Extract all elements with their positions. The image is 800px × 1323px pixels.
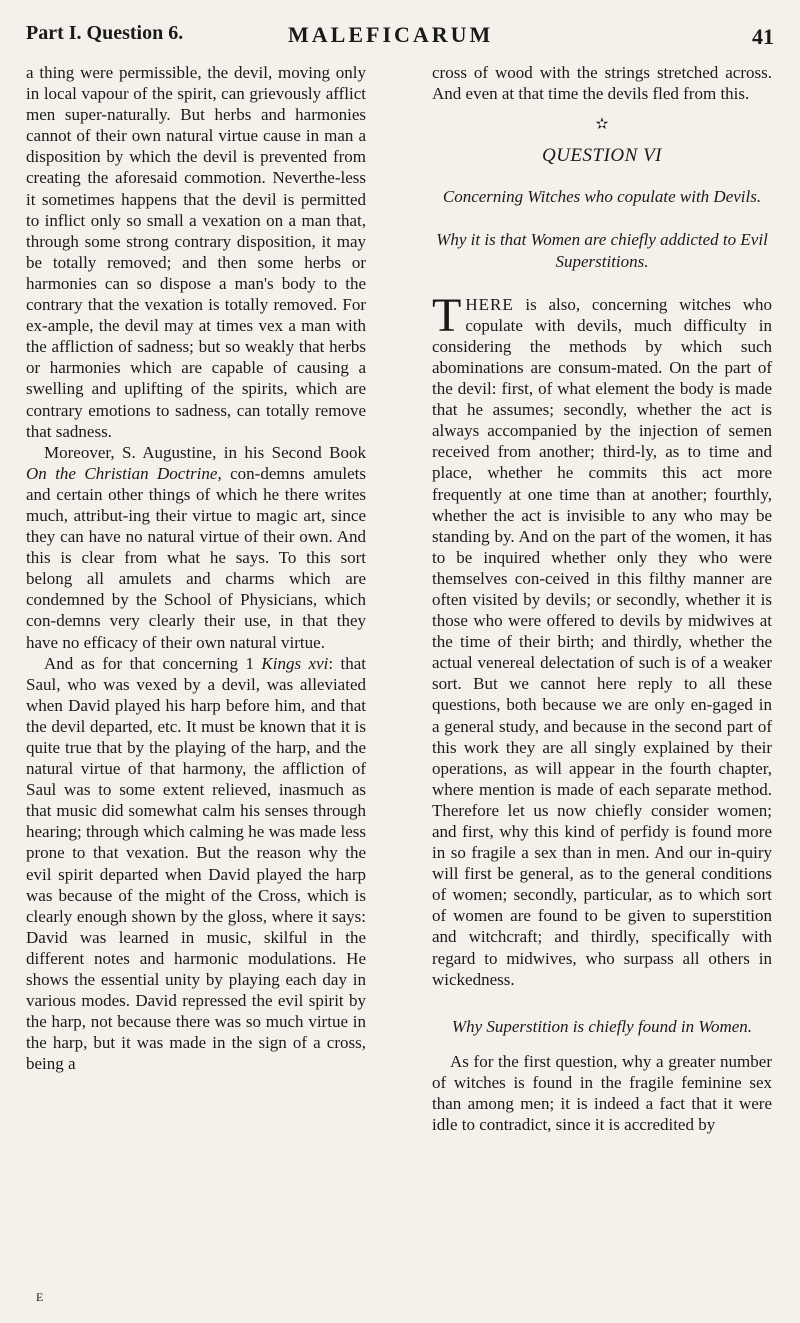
drop-cap: T [432, 288, 462, 342]
section-heading: Why it is that Women are chiefly addicted to Evil Superstitions. [436, 230, 768, 271]
paragraph: Moreover, S. Augustine, in his Second Book On the Christian Doctrine, con-demns amulets and certain other things of which he there writes much, attribut-ing their virtue to magic art, since they can have no natural virtue of their own. And this is clear from what he says. To this sort belong all amulets and charms which are condemned by the School of Physicians, which con-demns very clearly their use, in that they have no efficacy of their own natural virtue. [26, 442, 366, 652]
section-heading: Why Superstition is chiefly found in Women. [451, 1016, 753, 1036]
signature-mark: E [36, 1290, 44, 1304]
star-ornament-icon: ✫ [595, 116, 609, 134]
header-title: MALEFICARUM [288, 22, 494, 47]
running-header [26, 14, 774, 48]
paragraph: THERE is also, concerning witches who copulate with devils, much difficulty in considering the methods by which such abominations are consum-mated. On the part of the devil: first, of what element the body is made that he assumes; secondly, whether the act is always accompanied by the injection of semen received from another; third-ly, as to time and place, whether he commits this act more frequently at one time than at another; fourthly, whether the act is invisible to any who may be standing by. And on the part of the women, it has to be inquired whether only they who were themselves con-ceived in this filthy manner are often visited by devils; or secondly, whether it is those who were offered to devils by midwives at the time of their birth; and thirdly, whether the actual venereal delectation of such is of a weaker sort. But we cannot here reply to all these questions, both because we are only en-gaged in a general study, and because in the second part of this work they are all singly explained by their operations, as will appear in the fourth chapter, where mention is made of each separate method. Therefore let us now chiefly consider women; and first, why this kind of perfidy is found more in so fragile a sex than in men. And our in-quiry will first be general, as to the general conditions of women; secondly, particular, as to which sort of women are found to be given to superstition and witchcraft; and thirdly, specifically with regard to midwives, who surpass all others in wickedness. [432, 288, 772, 989]
paragraph: As for the first question, why a greater number of witches is found in the fragile feminine sex than among men; it is indeed a fact that it were idle to contradict, since it is accredited by [432, 1051, 772, 1135]
paragraph: a thing were permissible, the devil, moving only in local vapour of the spirit, can grievously afflict men super-naturally. But herbs and harmonies cannot of their own natural virtue cause in man a disposition by which the devil is prevented from creating the aforesaid commotion. Neverthe-less it sometimes happens that the devil is permitted to inflict only so small a vexation on a man that, through some strong contrary disposition, it may be totally removed; and then some herbs or harmonies can so dispose a man's body to the contrary that the vexation is totally removed. For ex-ample, the devil may at times vex a man with the affliction of sadness; but so weakly that herbs or harmonies which are capable of causing a swelling and uplifting of the spirits, which are contrary emotions to sadness, can totally remove that sadness. [26, 63, 366, 441]
paragraph: And as for that concerning 1 Kings xvi: that Saul, who was vexed by a devil, was alleviated when David played his harp before him, and that the devil departed, etc. It must be known that it is quite true that by the playing of the harp, and the natural virtue of that harmony, the affliction of Saul was to some extent relieved, inasmuch as that music did somewhat calm his senses through hearing; through which calming he was made less prone to that vexation. But the reason why the evil spirit departed when David played the harp was because of the might of the Cross, which is clearly enough shown by the gloss, where it says: David was learned in music, skilful in the different notes and harmonic modulations. He shows the essential unity by playing each day in various modes. David repressed the evil spirit by the harp, not because there was so much virtue in the harp, but it was made in the sign of a cross, being a [26, 653, 366, 1074]
page-number: 41 [752, 24, 774, 49]
paragraph: cross of wood with the strings stretched across. And even at that time the devils fled from this. [432, 63, 772, 104]
question-title: QUESTION VI [541, 145, 663, 167]
right-column [432, 62, 772, 1135]
header-part-question: Part I. Question 6. [26, 22, 184, 44]
left-column [26, 62, 366, 1075]
question-subtitle: Concerning Witches who copulate with Devils. [442, 187, 762, 207]
